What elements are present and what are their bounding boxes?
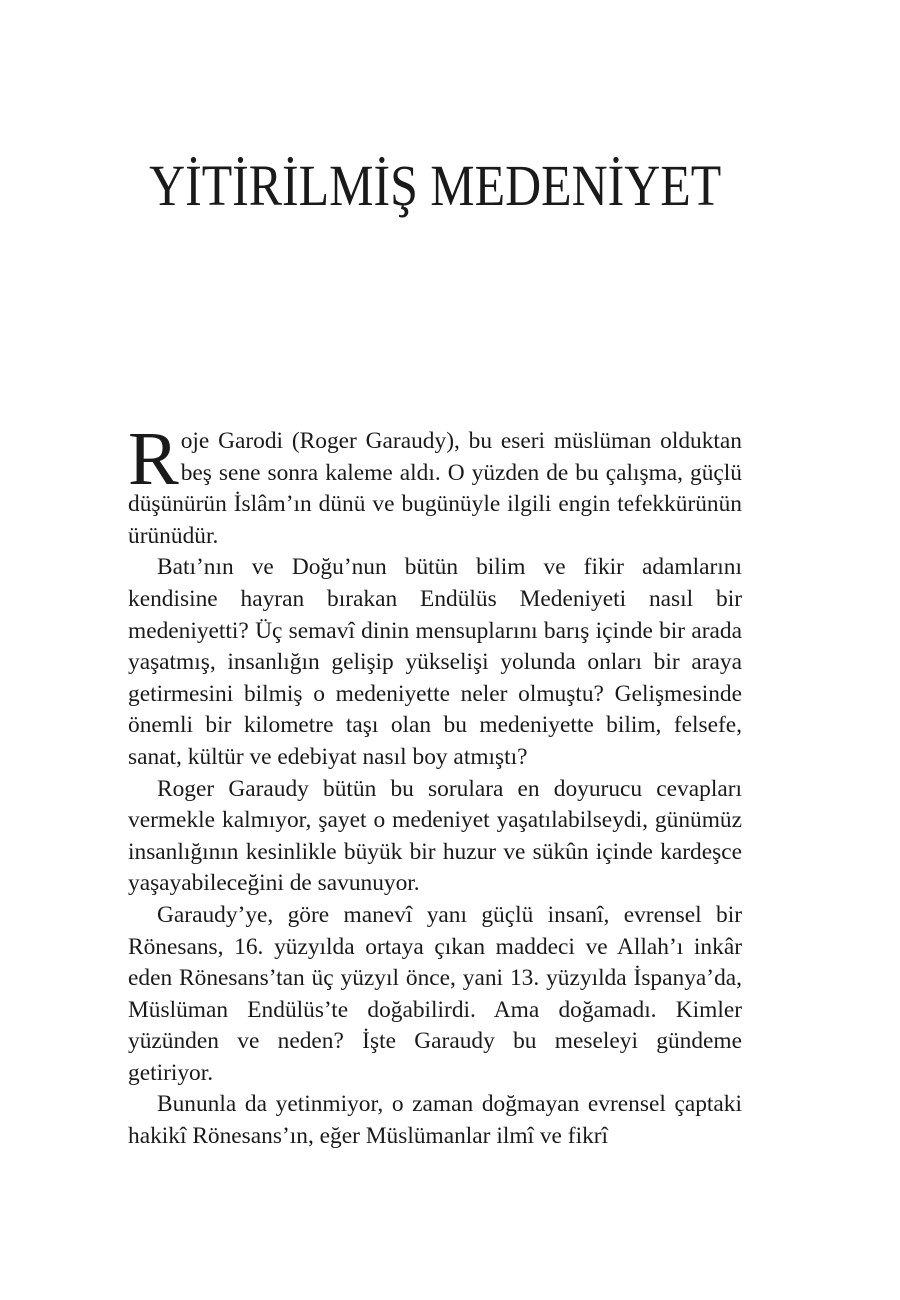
paragraph-1 — [128, 417, 742, 552]
paragraph-5: Bununla da yetinmiyor, o zaman doğmayan evrensel çaptaki hakikî Rönesans’ın, eğer Müslümanlar ilmî ve fikrî — [128, 1091, 742, 1150]
paragraph-1-text: oje Garodi (Roger Garaudy), bu eseri müslüman olduktan beş sene sonra kaleme aldı. O yüzden de bu çalışma, güçlü düşünürün İslâm’ın dünü ve bugünüyle ilgili engin tefekkürünün ürünüdür. — [128, 428, 742, 549]
body-text — [128, 417, 742, 1153]
drop-cap: R — [128, 417, 179, 501]
paragraph-2: Batı’nın ve Doğu’nun bütün bilim ve fikir adamlarını kendisine hayran bırakan Endülüs Medeniyeti nasıl bir medeniyetti? Üç semavî dinin mensuplarını barış içinde bir arada yaşatmış, insanlığın gelişip yükselişi yolunda onları bir araya getirmesini bilmiş o medeniyette neler olmuştu? Gelişmesinde önemli bir kilometre taşı olan bu medeniyette bilim, felsefe, sanat, kültür ve edebiyat nasıl boy atmıştı? — [128, 554, 742, 770]
paragraph-3: Roger Garaudy bütün bu sorulara en doyurucu cevapları vermekle kalmıyor, şayet o medeniyet yaşatılabilseydi, günümüz insanlığının kesinlikle büyük bir huzur ve sükûn içinde kardeşce yaşayabileceğini de savunuyor. — [128, 775, 742, 897]
paragraph-4: Garaudy’ye, göre manevî yanı güçlü insanî, evrensel bir Rönesans, 16. yüzyılda ortaya çıkan maddeci ve Allah’ı inkâr eden Rönesans’tan üç yüzyıl önce, yani 13. yüzyılda İspanya’da, Müslüman Endülüs’te doğabilirdi. Ama doğamadı. Kimler yüzünden ve neden? İşte Garaudy bu meseleyi gündeme getiriyor. — [128, 901, 742, 1086]
chapter-title: YİTİRİLMİŞ MEDENİYET — [149, 153, 722, 218]
